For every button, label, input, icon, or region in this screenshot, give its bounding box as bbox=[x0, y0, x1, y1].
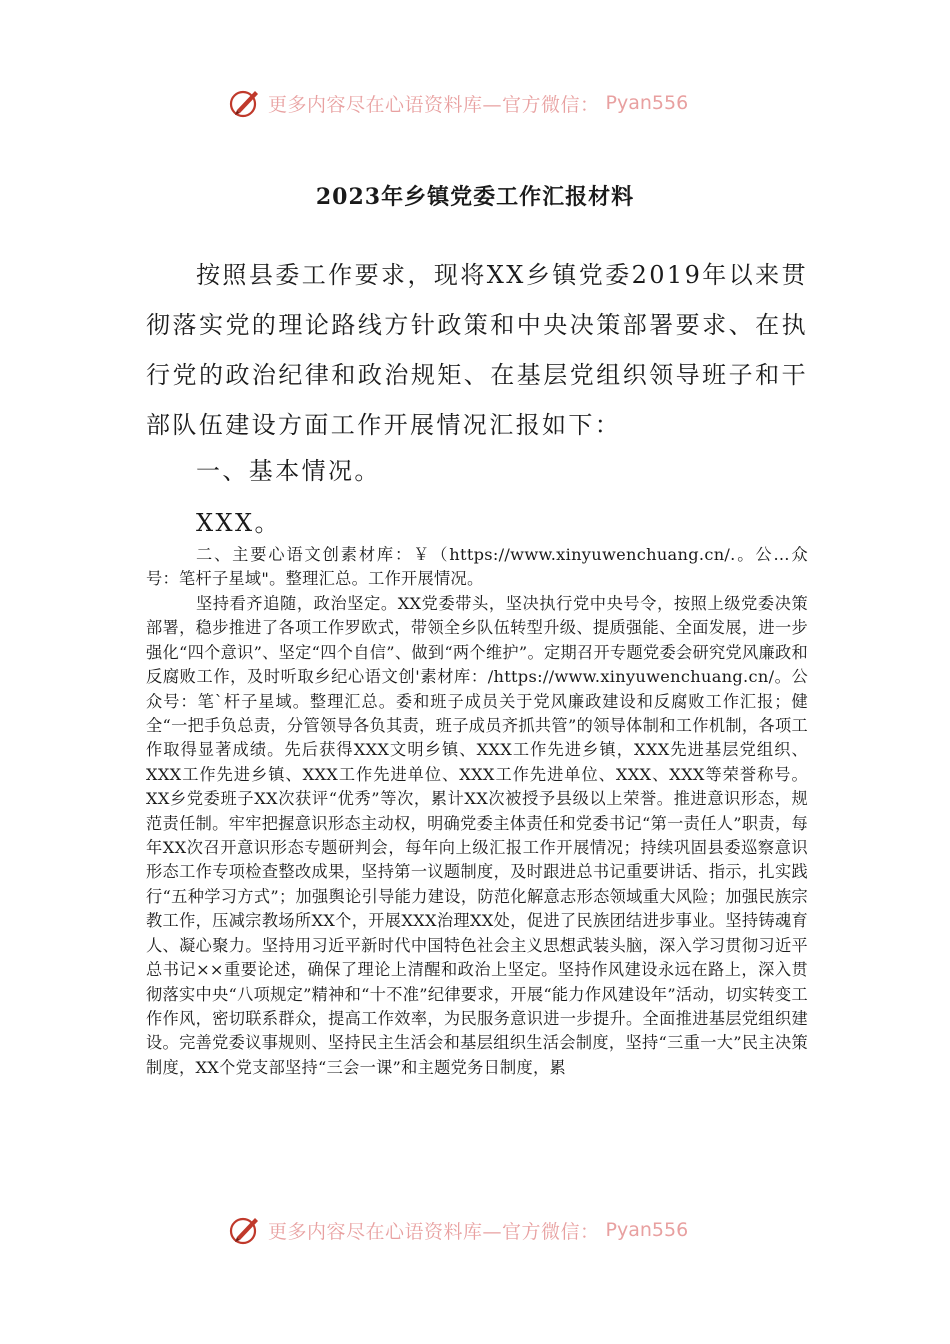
section1-heading: 一、基本情况。 bbox=[196, 457, 381, 485]
footer-watermark bbox=[228, 1210, 688, 1250]
section2-body: 坚持看齐追随，政治坚定。XX党委带头，坚决执行党中央号令，按照上级党委决策部署，稳步推进了各项工作罗欧式，带领全乡队伍转型升级、提质强能、全面发展，进一步强化“四个意识”、坚定“四个自信”、做到“两个维护”。定期召开专题党委会研究党风廉政和反腐败工作，及时听取乡纪心语文创'素材库：/https://www.xinyuwenchuang.cn/。公众号：笔`杆子星域。整理汇总。委和班子成员关于党风廉政建设和反腐败工作汇报；健全“一把手负总责，分管领导各负其责，班子成员齐抓共管”的领导体制和工作机制，各项工作取得显著成绩。先后获得XXX文明乡镇、XXX工作先进乡镇，XXX先进基层党组织、XXX工作先进乡镇、XXX工作先进单位、XXX工作先进单位、XXX、XXX等荣誉称号。XX乡党委班子XX次获评“优秀”等次，累计XX次被授予县级以上荣誉。推进意识形态，规范责任制。牢牢把握意识形态主动权，明确党委主体责任和党委书记“第一责任人”职责，每年XX次召开意识形态专题研判会，每年向上级汇报工作开展情况；持续巩固县委巡察意识形态工作专项检查整改成果，坚持第一议题制度，及时跟进总书记重要讲话、指示，扎实践行“五种学习方式”；加强舆论引导能力建设，防范化解意志形态领域重大风险；加强民族宗教工作，压减宗教场所XX个，开展XXX治理XX处，促进了民族团结进步事业。坚持铸魂育人、凝心聚力。坚持用习近平新时代中国特色社会主义思想武装头脑，深入学习贯彻习近平总书记××重要论述，确保了理论上清醒和政治上坚定。坚持作风建设永远在路上，深入贯彻落实中央“八项规定”精神和“十不准”纪律要求，开展“能力作风建设年”活动，切实转变工作作风，密切联系群众，提高工作效率，为民服务意识进一步提升。全面推进基层党组织建设。完善党委议事规则、坚持民主生活会和基层组织生活会制度，坚持“三重一大”民主决策制度，XX个党支部坚持“三会一课”和主题党务日制度，累 bbox=[146, 594, 808, 1077]
header-watermark bbox=[228, 83, 688, 123]
section2-heading: 二、主要心语文创素材库：￥（https://www.xinyuwenchuang.cn/.。公…众号：笔杆子星域"。整理汇总。工作开展情况。 bbox=[146, 545, 808, 589]
intro-paragraph: 按照县委工作要求，现将XX乡镇党委2019年以来贯彻落实党的理论路线方针政策和中央决策部署要求、在执行党的政治纪律和政治规矩、在基层党组织领导班子和干部队伍建设方面工作开展情况汇报如下： bbox=[146, 261, 808, 439]
document-title: 2023年乡镇党委工作汇报材料 bbox=[315, 184, 635, 210]
pen-logo-icon bbox=[228, 1213, 262, 1247]
section1-body: XXX。 bbox=[196, 509, 281, 537]
watermark-wechat-id: Pyan556 bbox=[605, 92, 689, 114]
pen-logo-icon bbox=[228, 86, 262, 120]
watermark-text: 更多内容尽在心语资料库—官方微信： bbox=[268, 1220, 600, 1243]
watermark-wechat-id: Pyan556 bbox=[605, 1219, 689, 1241]
watermark-text: 更多内容尽在心语资料库—官方微信： bbox=[268, 93, 600, 116]
